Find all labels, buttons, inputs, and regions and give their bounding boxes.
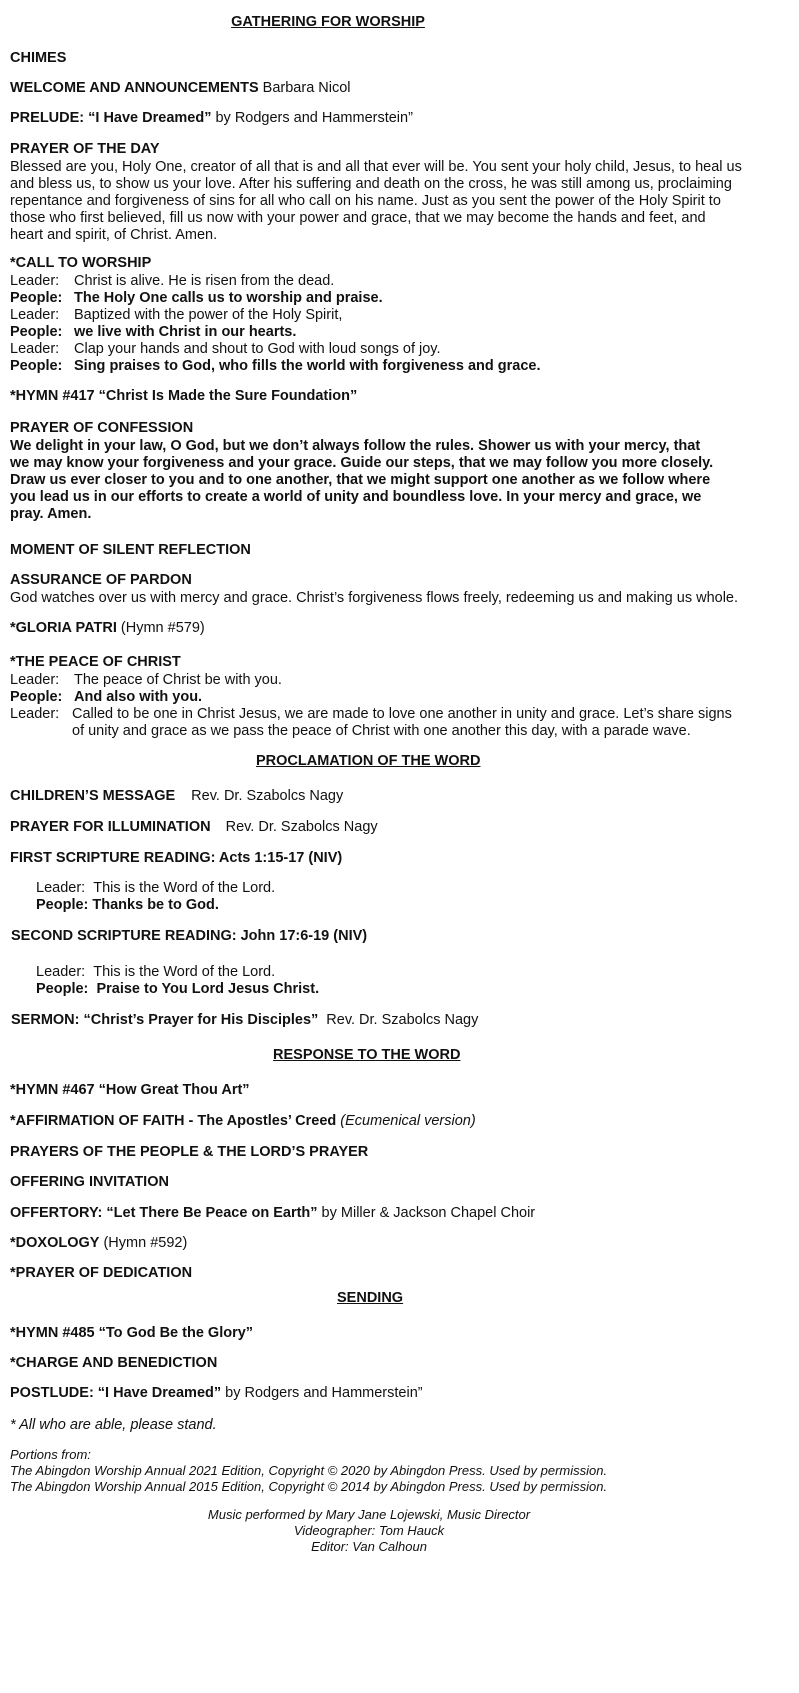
prayer-line: Blessed are you, Holy One, creator of all that is and all that ever will be. You sent your holy child, Jesus, to heal us (10, 159, 742, 175)
chimes-item: CHIMES (10, 50, 67, 66)
peace-litany (10, 672, 732, 740)
confession-line: you lead us in our efforts to create a world of unity and boundless love. In your mercy and grace, we (10, 489, 702, 505)
confession-line: we may know your forgiveness and your grace. Guide our steps, that we may follow you more closely. (10, 455, 714, 471)
litany-line-leader: Leader: Called to be one in Christ Jesus, we are made to love one another in unity and grace. Let’s share signs (10, 706, 732, 722)
litany-line-leader: Leader: This is the Word of the Lord. (36, 880, 276, 896)
confession-line: pray. Amen. (10, 506, 92, 522)
confession-text (10, 438, 713, 523)
hymn-417: *HYMN #417 “Christ Is Made the Sure Foundation” (10, 388, 358, 404)
credit-line: Editor: Van Calhoun (311, 1539, 427, 1554)
litany-line-people: People: And also with you. (10, 689, 203, 705)
call-to-worship-title: *CALL TO WORSHIP (10, 255, 152, 271)
litany-line-leader: Leader: Baptized with the power of the Holy Spirit, (10, 307, 343, 323)
postlude-title: POSTLUDE: “I Have Dreamed” (10, 1385, 222, 1401)
affirmation-version: (Ecumenical version) (340, 1113, 476, 1129)
illumination-title: PRAYER FOR ILLUMINATION (10, 819, 211, 835)
offering-invitation: OFFERING INVITATION (10, 1174, 169, 1190)
section-heading-response: RESPONSE TO THE WORD (273, 1047, 461, 1063)
offertory-title: OFFERTORY: “Let There Be Peace on Earth” (10, 1205, 318, 1221)
copyright-line: The Abingdon Worship Annual 2021 Edition, Copyright © 2020 by Abingdon Press. Used by permission. (10, 1463, 608, 1478)
second-reading-response (36, 964, 319, 998)
prelude-composer: by Rodgers and Hammerstein” (211, 110, 413, 126)
doxology-hymn-ref: (Hymn #592) (99, 1235, 188, 1251)
first-reading-response (36, 880, 275, 914)
litany-line-people: People: Sing praises to God, who fills the world with forgiveness and grace. (10, 358, 541, 374)
litany-line-leader: Leader: Clap your hands and shout to God with loud songs of joy. (10, 341, 441, 357)
hymn-485: *HYMN #485 “To God Be the Glory” (10, 1325, 254, 1341)
litany-line-leader: Leader: Christ is alive. He is risen from the dead. (10, 273, 335, 289)
confession-title: PRAYER OF CONFESSION (10, 420, 194, 436)
first-scripture-reading: FIRST SCRIPTURE READING: Acts 1:15-17 (NIV) (10, 850, 343, 866)
childrens-message (10, 788, 343, 805)
affirmation-of-faith (10, 1113, 476, 1130)
pardon-title: ASSURANCE OF PARDON (10, 572, 192, 588)
section-heading-proclamation: PROCLAMATION OF THE WORD (256, 753, 481, 769)
childrens-message-speaker: Rev. Dr. Szabolcs Nagy (191, 788, 344, 804)
credit-line: Videographer: Tom Hauck (293, 1523, 445, 1538)
copyright-line: The Abingdon Worship Annual 2015 Edition, Copyright © 2014 by Abingdon Press. Used by permission. (10, 1479, 608, 1494)
gloria-hymn-ref: (Hymn #579) (116, 620, 205, 636)
silent-reflection: MOMENT OF SILENT REFLECTION (10, 542, 251, 558)
litany-line-people: People: Praise to You Lord Jesus Christ. (36, 981, 320, 997)
doxology-item (10, 1235, 187, 1252)
prayer-line: repentance and forgiveness of sins for all who call on his name. Just as you sent the power of the Holy Spirit to (10, 193, 721, 209)
gloria-title: *GLORIA PATRI (10, 620, 117, 636)
postlude-item (10, 1385, 423, 1402)
call-to-worship-litany (10, 273, 541, 375)
credit-line: Music performed by Mary Jane Lojewski, Music Director (207, 1507, 531, 1522)
prelude-item (10, 110, 413, 127)
welcome-item (10, 80, 351, 97)
copyright-notes (10, 1447, 607, 1495)
stand-note: * All who are able, please stand. (10, 1417, 217, 1433)
sermon-preacher: Rev. Dr. Szabolcs Nagy (326, 1012, 479, 1028)
prelude-title: PRELUDE: “I Have Dreamed” (10, 110, 212, 126)
litany-line-continuation: of unity and grace as we pass the peace of Christ with one another this day, with a parade wave. (72, 723, 691, 739)
sermon-title: SERMON: “Christ’s Prayer for His Disciples” (11, 1012, 319, 1028)
second-scripture-reading: SECOND SCRIPTURE READING: John 17:6-19 (NIV) (11, 928, 368, 944)
affirmation-title: *AFFIRMATION OF FAITH - The Apostles’ Creed (10, 1113, 337, 1129)
confession-line: We delight in your law, O God, but we don’t always follow the rules. Shower us with your mercy, that (10, 438, 701, 454)
prayers-of-the-people: PRAYERS OF THE PEOPLE & THE LORD’S PRAYER (10, 1144, 369, 1160)
welcome-title: WELCOME AND ANNOUNCEMENTS (10, 80, 259, 96)
prayer-line: those who first believed, fill us now with your power and grace, that we may become the hands and feet, and (10, 210, 706, 226)
litany-line-people: People: we live with Christ in our hearts. (10, 324, 297, 340)
sermon-item (11, 1012, 478, 1029)
confession-line: Draw us ever closer to you and to one another, that we might support one another as we follow where (10, 472, 711, 488)
litany-line-leader: Leader: The peace of Christ be with you. (10, 672, 282, 688)
prayer-of-day-title: PRAYER OF THE DAY (10, 141, 160, 157)
prayer-of-day-text (10, 159, 742, 244)
litany-line-leader: Leader: This is the Word of the Lord. (36, 964, 276, 980)
offertory-performers: by Miller & Jackson Chapel Choir (317, 1205, 536, 1221)
prayer-line: heart and spirit, of Christ. Amen. (10, 227, 218, 243)
hymn-467: *HYMN #467 “How Great Thou Art” (10, 1082, 250, 1098)
peace-title: *THE PEACE OF CHRIST (10, 654, 181, 670)
doxology-title: *DOXOLOGY (10, 1235, 100, 1251)
section-heading-gathering: GATHERING FOR WORSHIP (231, 14, 425, 30)
copyright-line: Portions from: (10, 1447, 91, 1462)
offertory-item (10, 1205, 535, 1222)
litany-line-people: People: The Holy One calls us to worship and praise. (10, 290, 383, 306)
pardon-text: God watches over us with mercy and grace. Christ’s forgiveness flows freely, redeeming us and making us whole. (10, 590, 739, 606)
prayer-line: and bless us, to show us your love. After his suffering and death on the cross, he was still among us, proclaiming (10, 176, 732, 192)
section-heading-sending: SENDING (337, 1290, 404, 1306)
litany-line-people: People: Thanks be to God. (36, 897, 219, 913)
welcome-name: Barbara Nicol (258, 80, 351, 96)
production-credits (0, 1507, 738, 1555)
gloria-patri (10, 620, 205, 637)
charge-and-benediction: *CHARGE AND BENEDICTION (10, 1355, 218, 1371)
illumination-speaker: Rev. Dr. Szabolcs Nagy (225, 819, 378, 835)
prayer-for-illumination (10, 819, 378, 836)
prayer-of-dedication: *PRAYER OF DEDICATION (10, 1265, 193, 1281)
postlude-composer: by Rodgers and Hammerstein” (221, 1385, 423, 1401)
childrens-message-title: CHILDREN’S MESSAGE (10, 788, 176, 804)
